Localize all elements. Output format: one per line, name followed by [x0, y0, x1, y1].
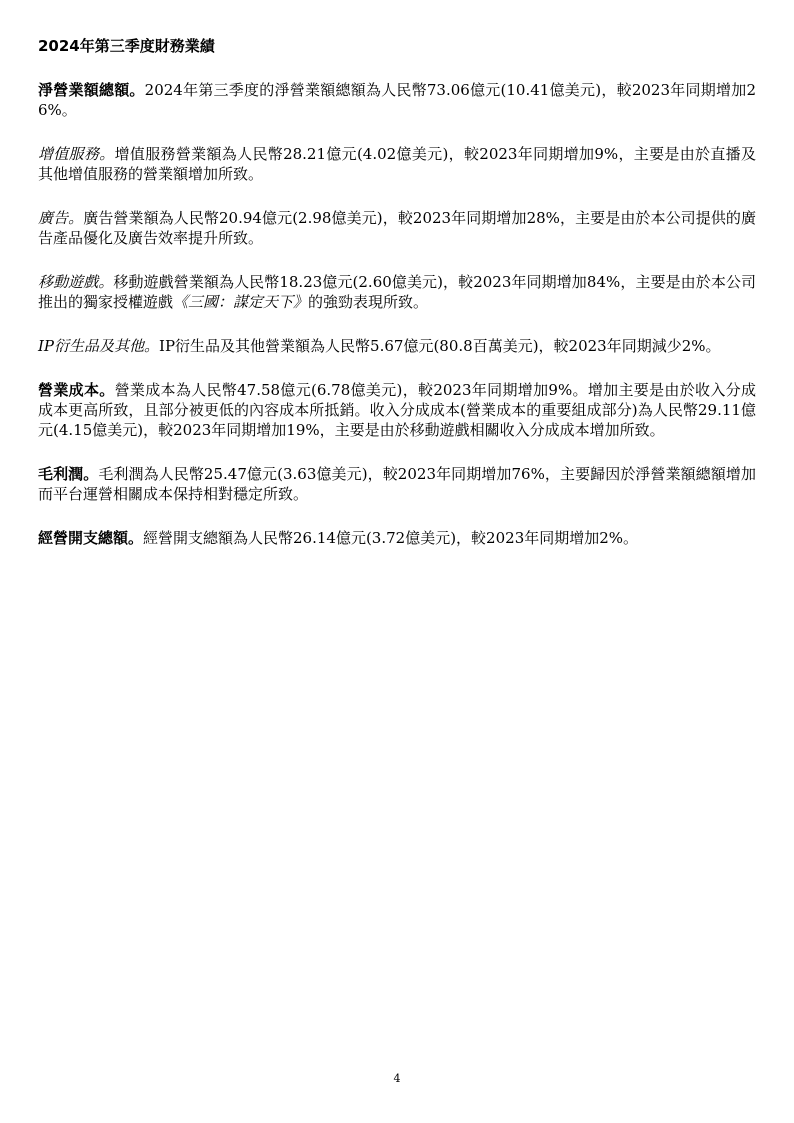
- paragraph-lead: 毛利潤。: [38, 465, 99, 483]
- paragraph-lead: 營業成本。: [38, 381, 115, 399]
- paragraph-vas: [38, 144, 756, 184]
- paragraph-net-revenue: [38, 80, 756, 120]
- paragraph-text: 2024年第三季度的淨營業額總額為人民幣73.06億元(10.41億美元)，較2023年同期增加26%。: [38, 81, 756, 119]
- paragraph-text: 經營開支總額為人民幣26.14億元(3.72億美元)，較2023年同期增加2%。: [143, 529, 639, 547]
- paragraph-text: 營業成本為人民幣47.58億元(6.78億美元)，較2023年同期增加9%。增加主要是由於收入分成成本更高所致，且部分被更低的內容成本所抵銷。收入分成成本(營業成本的重要組成部分)為人民幣29.11億元(4.15億美元)，較2023年同期增加19%，主要是由於移動遊戲相關收入分成成本增加所致。: [38, 381, 756, 439]
- paragraph-operating-expenses: [38, 528, 756, 548]
- paragraph-ip-derivatives: [38, 336, 756, 356]
- paragraph-lead: IP衍生品及其他。: [38, 337, 160, 355]
- paragraph-advertising: [38, 208, 756, 248]
- paragraph-mobile-games: [38, 272, 756, 312]
- paragraph-lead: 移動遊戲。: [38, 273, 114, 291]
- paragraph-text: 廣告營業額為人民幣20.94億元(2.98億美元)，較2023年同期增加28%，主要是由於本公司提供的廣告產品優化及廣告效率提升所致。: [38, 209, 756, 247]
- paragraph-lead: 經營開支總額。: [38, 529, 144, 547]
- paragraph-text: 移動遊戲營業額為人民幣18.23億元(2.60億美元)，較2023年同期增加84%，主要是由於本公司推出的獨家授權遊戲: [38, 273, 756, 311]
- game-title: 《三國：謀定天下》: [173, 293, 309, 311]
- paragraph-text: 毛利潤為人民幣25.47億元(3.63億美元)，較2023年同期增加76%，主要歸因於淨營業額總額增加而平台運營相關成本保持相對穩定所致。: [38, 465, 756, 503]
- paragraph-lead: 淨營業額總額。: [38, 81, 145, 99]
- page-number: 4: [393, 1072, 401, 1085]
- paragraph-gross-profit: [38, 464, 756, 504]
- paragraph-text: IP衍生品及其他營業額為人民幣5.67億元(80.8百萬美元)，較2023年同期減少2%。: [159, 337, 721, 355]
- paragraph-text-end: 的強勁表現所致。: [308, 293, 429, 311]
- document-page: [38, 36, 756, 572]
- paragraph-cost-of-revenue: [38, 380, 756, 440]
- paragraph-text: 增值服務營業額為人民幣28.21億元(4.02億美元)，較2023年同期增加9%，主要是由於直播及其他增值服務的營業額增加所致。: [38, 145, 756, 183]
- paragraph-lead: 增值服務。: [38, 145, 115, 163]
- paragraph-lead: 廣告。: [38, 209, 84, 227]
- section-heading: 2024年第三季度財務業績: [38, 37, 215, 55]
